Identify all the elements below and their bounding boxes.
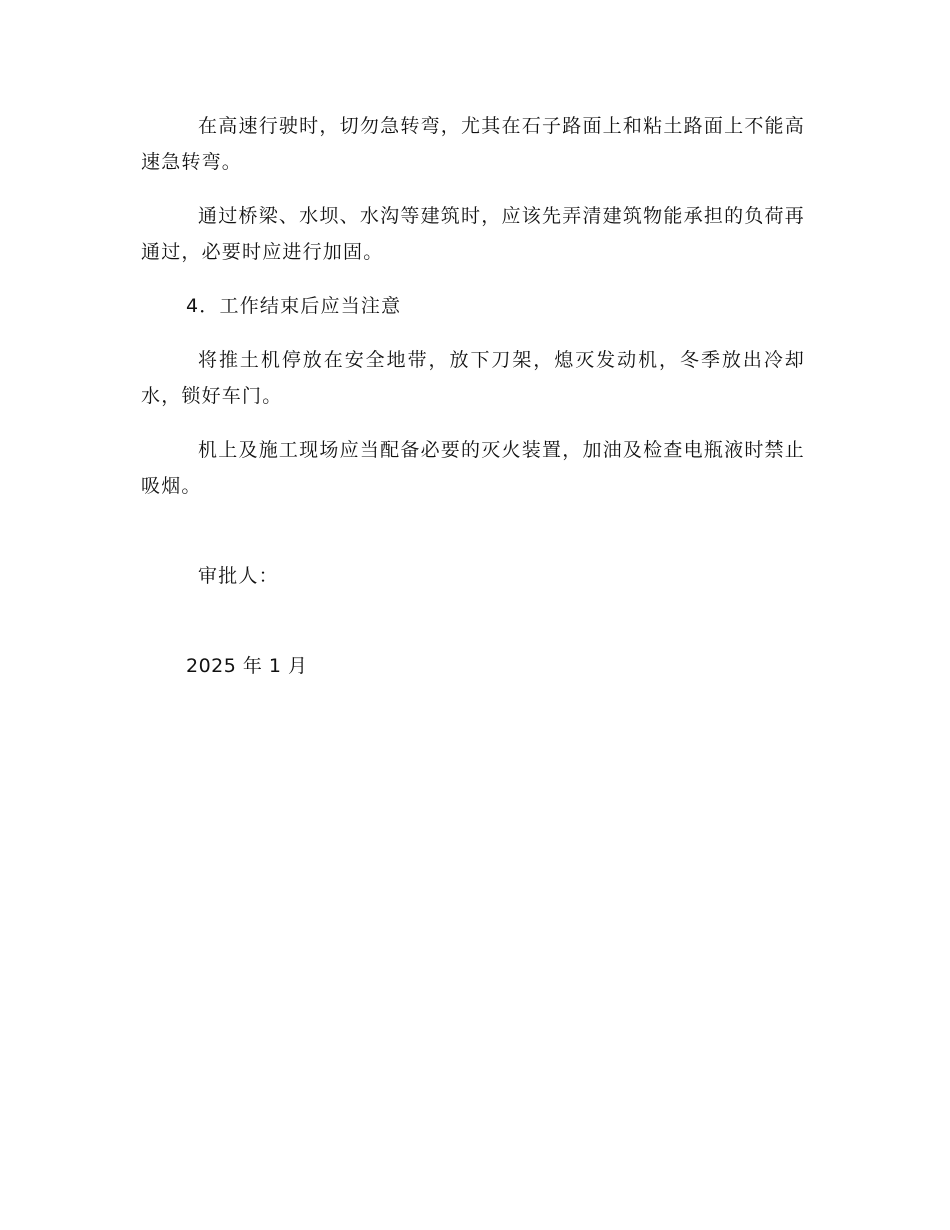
document-body: [141, 108, 805, 684]
section-heading-after-work: 4．工作结束后应当注意: [186, 295, 402, 317]
paragraph-fire-safety: 机上及施工现场应当配备必要的灭火装置，加油及检查电瓶液时禁止吸烟。: [141, 439, 805, 497]
paragraph-bridge-crossing: 通过桥梁、水坝、水沟等建筑时，应该先弄清建筑物能承担的负荷再通过，必要时应进行加固。: [141, 205, 805, 263]
approver-label: 审批人：: [198, 565, 279, 587]
paragraph-parking: 将推土机停放在安全地带，放下刀架，熄灭发动机，冬季放出冷却水，锁好车门。: [141, 349, 805, 407]
paragraph-high-speed-turning: 在高速行驶时，切勿急转弯，尤其在石子路面上和粘土路面上不能高速急转弯。: [141, 115, 805, 173]
document-date: 2025 年 1 月: [186, 655, 308, 677]
